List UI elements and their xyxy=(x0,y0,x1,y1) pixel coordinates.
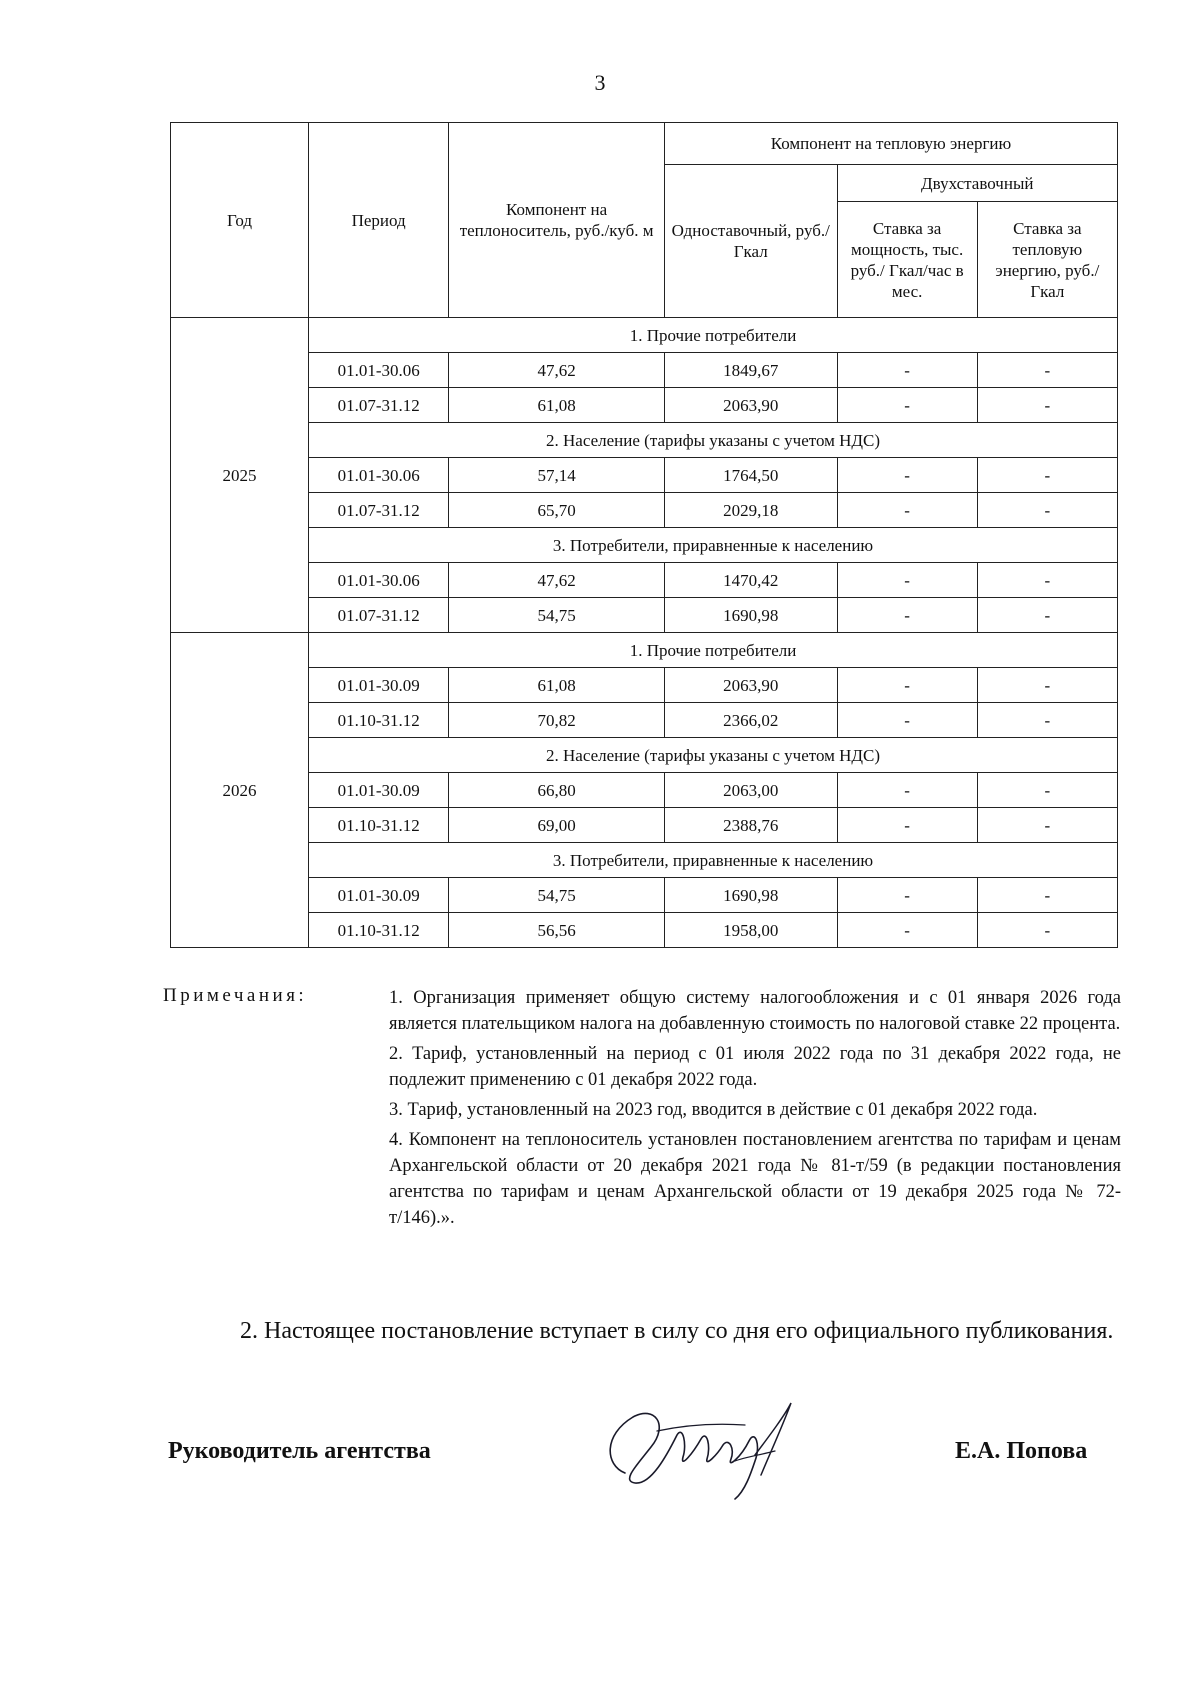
table-row xyxy=(171,808,1118,843)
cell-energy: - xyxy=(977,493,1117,528)
table-row xyxy=(171,493,1118,528)
cell-capacity: - xyxy=(837,913,977,948)
section-title: 3. Потребители, приравненные к населению xyxy=(309,843,1118,878)
cell-single: 2063,90 xyxy=(664,668,837,703)
year-cell: 2026 xyxy=(171,633,309,948)
section-row xyxy=(171,843,1118,878)
cell-capacity: - xyxy=(837,773,977,808)
cell-capacity: - xyxy=(837,878,977,913)
cell-single: 2388,76 xyxy=(664,808,837,843)
header-coolant: Компонент на теплоноситель, руб./куб. м xyxy=(449,123,665,318)
cell-period: 01.01-30.06 xyxy=(309,353,449,388)
cell-capacity: - xyxy=(837,353,977,388)
cell-coolant: 61,08 xyxy=(449,668,665,703)
cell-energy: - xyxy=(977,353,1117,388)
cell-period: 01.07-31.12 xyxy=(309,493,449,528)
table-row xyxy=(171,598,1118,633)
cell-capacity: - xyxy=(837,703,977,738)
cell-single: 1690,98 xyxy=(664,598,837,633)
cell-period: 01.01-30.06 xyxy=(309,458,449,493)
section-row xyxy=(171,633,1118,668)
cell-energy: - xyxy=(977,668,1117,703)
handwritten-signature xyxy=(585,1395,815,1505)
note-item: 1. Организация применяет общую систему налогообложения и с 01 января 2026 года является плательщиком налога на добавленную стоимость по налоговой ставке 22 процента. xyxy=(389,988,1121,1034)
note-item: 2. Тариф, установленный на период с 01 июля 2022 года по 31 декабря 2022 года, не подлежит применению с 01 декабря 2022 года. xyxy=(389,1044,1121,1090)
cell-period: 01.01-30.09 xyxy=(309,878,449,913)
cell-energy: - xyxy=(977,878,1117,913)
cell-period: 01.07-31.12 xyxy=(309,388,449,423)
cell-capacity: - xyxy=(837,388,977,423)
cell-coolant: 47,62 xyxy=(449,563,665,598)
cell-period: 01.10-31.12 xyxy=(309,808,449,843)
cell-coolant: 66,80 xyxy=(449,773,665,808)
section-title: 2. Население (тарифы указаны с учетом НДС) xyxy=(309,738,1118,773)
header-capacity-rate: Ставка за мощность, тыс. руб./ Гкал/час в мес. xyxy=(837,202,977,318)
cell-capacity: - xyxy=(837,668,977,703)
section-title: 1. Прочие потребители xyxy=(309,633,1118,668)
table-row xyxy=(171,703,1118,738)
cell-coolant: 54,75 xyxy=(449,878,665,913)
notes-list xyxy=(389,985,1121,1235)
section-row xyxy=(171,423,1118,458)
cell-capacity: - xyxy=(837,493,977,528)
table-row xyxy=(171,563,1118,598)
tariff-table xyxy=(170,122,1118,948)
signatory-title: Руководитель агентства xyxy=(168,1438,431,1464)
section-row xyxy=(171,738,1118,773)
cell-coolant: 56,56 xyxy=(449,913,665,948)
cell-period: 01.01-30.09 xyxy=(309,668,449,703)
cell-single: 1849,67 xyxy=(664,353,837,388)
cell-single: 1764,50 xyxy=(664,458,837,493)
header-energy-rate: Ставка за тепловую энергию, руб./Гкал xyxy=(977,202,1117,318)
cell-energy: - xyxy=(977,808,1117,843)
cell-capacity: - xyxy=(837,598,977,633)
cell-period: 01.01-30.09 xyxy=(309,773,449,808)
section-title: 1. Прочие потребители xyxy=(309,318,1118,353)
header-energy-group: Компонент на тепловую энергию xyxy=(664,123,1117,165)
cell-single: 2063,90 xyxy=(664,388,837,423)
cell-period: 01.10-31.12 xyxy=(309,913,449,948)
cell-coolant: 57,14 xyxy=(449,458,665,493)
cell-single: 1470,42 xyxy=(664,563,837,598)
notes-label: Примечания: xyxy=(163,985,308,1006)
tariff-table-body xyxy=(171,318,1118,948)
cell-coolant: 61,08 xyxy=(449,388,665,423)
cell-energy: - xyxy=(977,703,1117,738)
cell-single: 2029,18 xyxy=(664,493,837,528)
section-row xyxy=(171,318,1118,353)
note-item: 4. Компонент на теплоноситель установлен постановлением агентства по тарифам и ценам Архангельской области от 20 декабря 2021 года № 81-т/59 (в редакции постановления агентства по тарифам и ценам Архангельской области от 19 декабря 2025 года № 72-т/146).». xyxy=(389,1130,1121,1228)
section-title: 3. Потребители, приравненные к населению xyxy=(309,528,1118,563)
cell-period: 01.07-31.12 xyxy=(309,598,449,633)
cell-capacity: - xyxy=(837,458,977,493)
cell-coolant: 69,00 xyxy=(449,808,665,843)
cell-capacity: - xyxy=(837,808,977,843)
header-single-rate: Одноставочный, руб./Гкал xyxy=(664,165,837,318)
table-row xyxy=(171,353,1118,388)
cell-coolant: 65,70 xyxy=(449,493,665,528)
table-row xyxy=(171,773,1118,808)
cell-single: 2063,00 xyxy=(664,773,837,808)
cell-period: 01.10-31.12 xyxy=(309,703,449,738)
cell-coolant: 70,82 xyxy=(449,703,665,738)
cell-single: 2366,02 xyxy=(664,703,837,738)
cell-energy: - xyxy=(977,773,1117,808)
table-row xyxy=(171,668,1118,703)
table-row xyxy=(171,878,1118,913)
table-row xyxy=(171,388,1118,423)
header-year: Год xyxy=(171,123,309,318)
cell-coolant: 54,75 xyxy=(449,598,665,633)
signatory-name: Е.А. Попова xyxy=(955,1438,1088,1464)
effective-date-paragraph: 2. Настоящее постановление вступает в силу со дня его официального публикования. xyxy=(240,1318,1114,1344)
table-row xyxy=(171,458,1118,493)
section-title: 2. Население (тарифы указаны с учетом НДС) xyxy=(309,423,1118,458)
cell-coolant: 47,62 xyxy=(449,353,665,388)
cell-energy: - xyxy=(977,388,1117,423)
year-cell: 2025 xyxy=(171,318,309,633)
table-row xyxy=(171,913,1118,948)
cell-energy: - xyxy=(977,563,1117,598)
cell-energy: - xyxy=(977,913,1117,948)
page-number: 3 xyxy=(594,70,606,95)
note-item: 3. Тариф, установленный на 2023 год, вводится в действие с 01 декабря 2022 года. xyxy=(389,1100,1038,1120)
cell-capacity: - xyxy=(837,563,977,598)
section-row xyxy=(171,528,1118,563)
cell-period: 01.01-30.06 xyxy=(309,563,449,598)
cell-energy: - xyxy=(977,458,1117,493)
header-period: Период xyxy=(309,123,449,318)
cell-single: 1690,98 xyxy=(664,878,837,913)
header-two-rate: Двухставочный xyxy=(837,165,1117,202)
cell-single: 1958,00 xyxy=(664,913,837,948)
cell-energy: - xyxy=(977,598,1117,633)
